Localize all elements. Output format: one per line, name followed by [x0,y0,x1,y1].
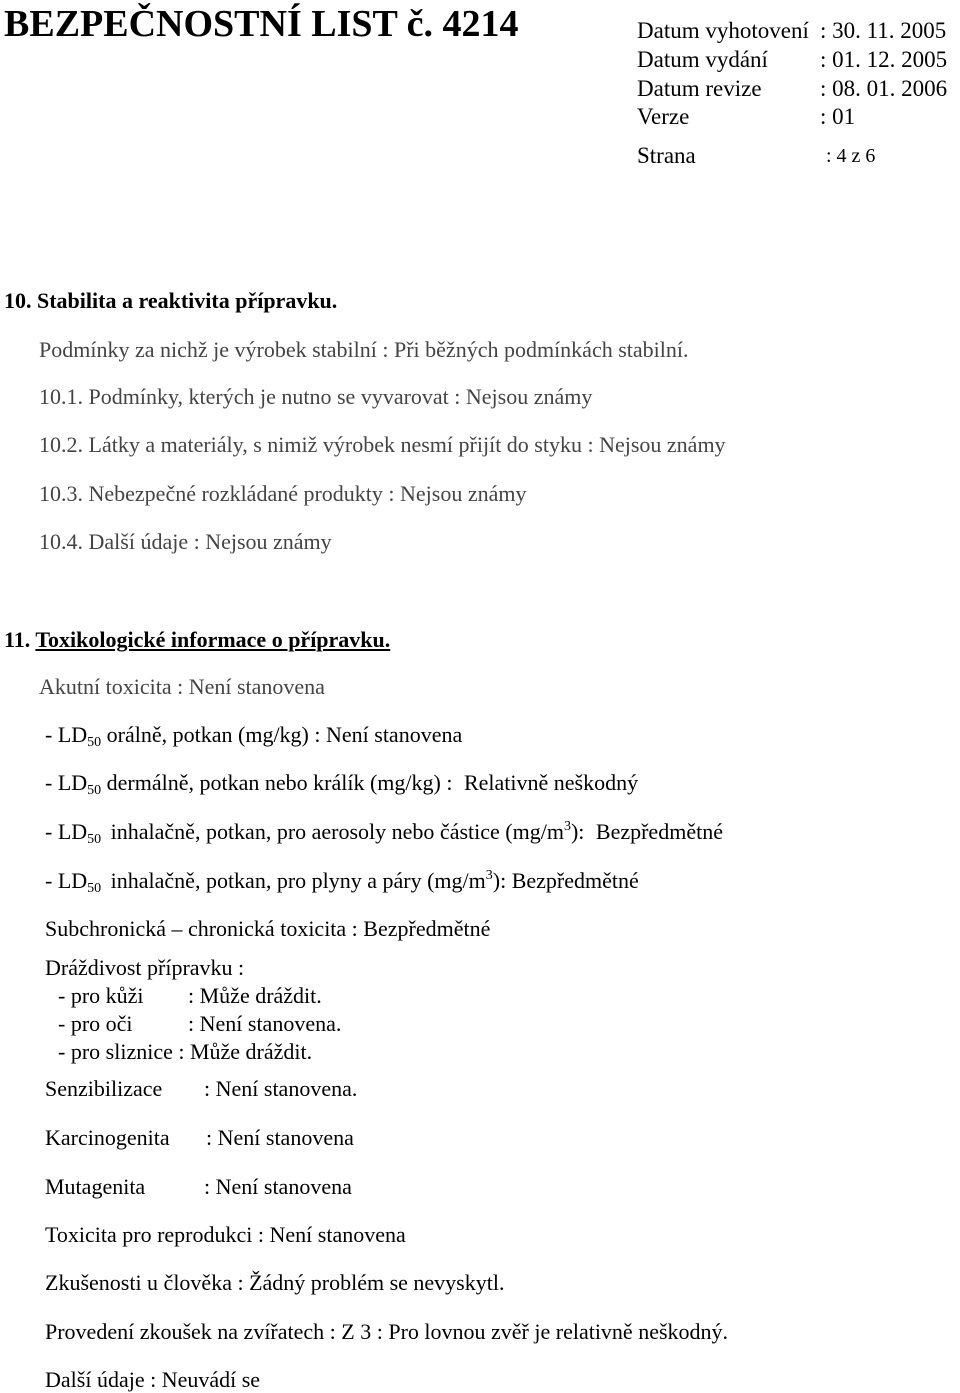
carcinogenicity-value: : Není stanovena [206,1125,354,1150]
meta-value-version: : 01 [820,104,856,129]
ld50-gas-text: inhalačně, potkan, pro plyny a páry (mg/m [110,868,486,893]
meta-label-created: Datum vyhotovení [637,18,809,43]
sensitization [45,1078,357,1100]
ld50-gas-superscript: 3 [485,868,493,883]
section-10-heading: 10. Stabilita a reaktivita přípravku. [4,288,338,313]
mutagenicity [45,1176,352,1198]
ld50-inhal-aerosol [45,819,723,847]
meta-value-page: : 4 z 6 [826,145,876,167]
sensitization-label: Senzibilizace [45,1076,163,1101]
meta-label-revision: Datum revize [637,76,762,101]
mutagenicity-label: Mutagenita [45,1174,146,1199]
ld50-dermal-value: Relativně neškodný [463,770,639,795]
section-11-heading [4,629,390,651]
sensitization-value: : Není stanovena. [204,1076,358,1101]
human-experience: Zkušenosti u člověka : Žádný problém se nevyskytl. [45,1270,505,1295]
stability-conditions: Podmínky za nichž je výrobek stabilní : Při běžných podmínkách stabilní. [39,337,689,362]
subchronic-toxicity: Subchronická – chronická toxicita : Bezpředmětné [45,916,491,941]
section-10-1: 10.1. Podmínky, kterých je nutno se vyvarovat : Nejsou známy [39,384,593,409]
ld-subscript: 50 [87,735,102,750]
meta-label-issued: Datum vydání [637,47,768,72]
ld50-aerosol-superscript: 3 [563,819,571,834]
ld50-dermal-text: dermálně, potkan nebo králík (mg/kg) : [106,770,453,795]
irritation-skin-value: : Může dráždit. [188,983,322,1008]
reproductive-toxicity: Toxicita pro reprodukci : Není stanovena [45,1222,406,1247]
ld-prefix: - LD [45,868,88,893]
irritation-heading: Dráždivost přípravku : [45,955,245,980]
meta-label-page: Strana [637,143,696,168]
ld-prefix: - LD [45,722,88,747]
meta-value-issued: : 01. 12. 2005 [820,47,948,72]
ld50-aerosol-text: inhalačně, potkan, pro aerosoly nebo částice (mg/m [110,819,564,844]
ld50-inhal-gas [45,868,639,896]
ld50-aerosol-value: Bezpředmětné [595,819,723,844]
ld50-gas-value: ): Bezpředmětné [492,868,639,893]
meta-value-revision: : 08. 01. 2006 [820,76,948,101]
ld50-oral-text: orálně, potkan (mg/kg) : Není stanovena [106,722,463,747]
ld-subscript: 50 [87,832,102,847]
ld50-oral [45,722,463,750]
section-10-2: 10.2. Látky a materiály, s nimiž výrobek nesmí přijít do styku : Nejsou známy [39,432,726,457]
document-title: BEZPEČNOSTNÍ LIST č. 4214 [4,3,519,45]
irritation-skin [58,985,322,1007]
irritation-mucosa: - pro sliznice : Může dráždit. [58,1039,313,1064]
ld-prefix: - LD [45,770,88,795]
irritation-eye [58,1013,341,1035]
carcinogenicity [45,1127,354,1149]
ld50-dermal [45,770,639,798]
section-10-3: 10.3. Nebezpečné rozkládané produkty : Nejsou známy [39,481,527,506]
section-10-4: 10.4. Další údaje : Nejsou známy [39,529,332,554]
ld50-aerosol-close: ): [570,819,585,844]
meta-value-created: : 30. 11. 2005 [820,18,947,43]
ld-prefix: - LD [45,819,88,844]
meta-label-version: Verze [637,104,690,129]
mutagenicity-value: : Není stanovena [204,1174,352,1199]
section-11-title: Toxikologické informace o přípravku. [35,627,391,652]
section-11-number: 11. [4,627,31,652]
ld-subscript: 50 [87,783,102,798]
other-information: Další údaje : Neuvádí se [45,1367,261,1392]
carcinogenicity-label: Karcinogenita [45,1125,170,1150]
irritation-skin-label: - pro kůži [58,983,144,1008]
irritation-eye-value: : Není stanovena. [188,1011,342,1036]
animal-testing: Provedení zkoušek na zvířatech : Z 3 : Pro lovnou zvěř je relativně neškodný. [45,1319,729,1344]
acute-toxicity: Akutní toxicita : Není stanovena [39,674,325,699]
irritation-eye-label: - pro oči [58,1011,133,1036]
ld-subscript: 50 [87,881,102,896]
